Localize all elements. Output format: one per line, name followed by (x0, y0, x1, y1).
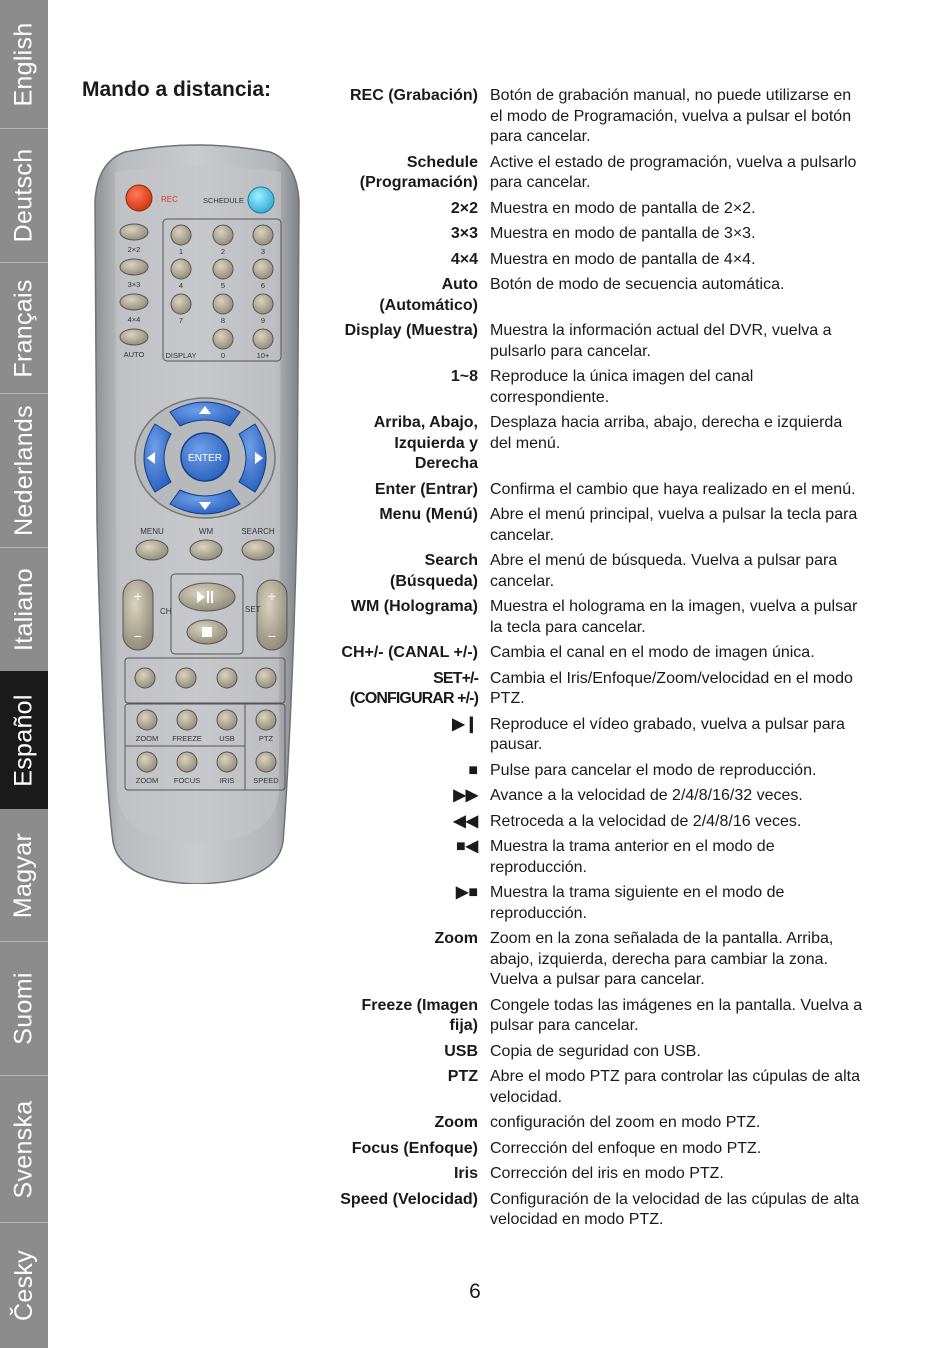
button-description: Reproduce el vídeo grabado, vuelva a pulsar para pausar. (490, 715, 845, 753)
button-term: ◀◀ (453, 812, 478, 830)
svg-text:0: 0 (220, 351, 226, 360)
button-term: 3×3 (450, 225, 478, 242)
button-term: ▶■ (456, 884, 478, 901)
svg-text:8: 8 (220, 316, 226, 325)
description-row (340, 153, 865, 194)
svg-text:7: 7 (178, 316, 184, 325)
lang-tab-francais[interactable]: Français (0, 263, 48, 393)
button-description: configuración del zoom en modo PTZ. (490, 1114, 761, 1131)
svg-text:USB: USB (219, 734, 235, 743)
description-row (340, 275, 865, 316)
description-row (340, 480, 865, 501)
svg-text:SEARCH: SEARCH (241, 527, 275, 536)
button-description: Congele todas las imágenes en la pantalla. Vuelva a pulsar para cancelar. (490, 996, 863, 1034)
remote-side-button (120, 224, 148, 240)
description-row (340, 812, 865, 833)
lang-tab-suomi[interactable]: Suomi (0, 942, 48, 1075)
remote-side-button (120, 329, 148, 345)
remote-ptz-button (256, 752, 276, 772)
description-row (340, 929, 865, 991)
svg-text:MENU: MENU (140, 527, 164, 536)
svg-text:10+: 10+ (256, 351, 270, 360)
lang-tab-nederlands[interactable]: Nederlands (0, 394, 48, 547)
button-description: Muestra en modo de pantalla de 4×4. (490, 250, 756, 268)
description-row (340, 643, 865, 664)
description-row (340, 715, 865, 756)
remote-digit-button (171, 225, 191, 245)
language-sidebar (0, 0, 48, 1348)
button-description: Muestra el holograma en la imagen, vuelva a pulsar la tecla para cancelar. (490, 598, 858, 636)
svg-text:REC: REC (161, 195, 178, 204)
button-term: Enter (Entrar) (374, 480, 478, 498)
button-term: Focus (Enfoque) (351, 1139, 478, 1157)
lang-tab-svenska[interactable]: Svenska (0, 1076, 48, 1222)
svg-text:3: 3 (260, 247, 266, 256)
description-row (340, 224, 865, 245)
button-description: Corrección del enfoque en modo PTZ. (490, 1139, 762, 1157)
button-description: Muestra en modo de pantalla de 3×3. (490, 225, 756, 242)
remote-digit-button (171, 259, 191, 279)
svg-text:5: 5 (220, 281, 226, 290)
button-term: 1~8 (450, 368, 478, 385)
remote-digit-button (171, 294, 191, 314)
description-row (340, 367, 865, 408)
svg-text:ZOOM: ZOOM (135, 776, 159, 785)
svg-text:2: 2 (220, 247, 226, 256)
remote-transport-button (176, 668, 196, 688)
remote-ptz-button (137, 752, 157, 772)
svg-text:ZOOM: ZOOM (135, 734, 159, 743)
svg-text:3×3: 3×3 (127, 280, 141, 289)
button-term: Iris (453, 1165, 478, 1182)
page-title: Mando a distancia: (82, 78, 272, 101)
svg-text:6: 6 (260, 281, 266, 290)
button-description: Retroceda a la velocidad de 2/4/8/16 veces. (490, 812, 802, 830)
button-term: WM (Holograma) (350, 598, 478, 615)
svg-text:DISPLAY: DISPLAY (165, 351, 197, 360)
svg-text:WM: WM (198, 527, 214, 536)
remote-digit-button (253, 329, 273, 349)
svg-text:ENTER: ENTER (188, 453, 222, 464)
lang-tab-italiano[interactable]: Italiano (0, 548, 48, 671)
description-row (340, 996, 865, 1037)
button-term: SET+/- (CONFIGURAR +/-) (349, 669, 478, 707)
svg-text:FOCUS: FOCUS (173, 776, 201, 785)
button-term: Freeze (Imagen fija) (361, 996, 478, 1034)
button-term: USB (444, 1042, 478, 1060)
svg-text:1: 1 (178, 247, 184, 256)
button-description: Abre el menú de búsqueda. Vuelva a pulsar para cancelar. (490, 552, 838, 590)
button-description: Zoom en la zona señalada de la pantalla. Arriba, abajo, izquierda, derecha para cambiar la zona. Vuelva a pulsar para cancelar. (490, 930, 834, 988)
button-description: Cambia el canal en el modo de imagen única. (490, 644, 815, 661)
button-description: Muestra la trama siguiente en el modo de reproducción. (490, 884, 785, 922)
remote-digit-button (213, 329, 233, 349)
button-term: REC (Grabación) (349, 87, 478, 104)
button-term: ▶❙ (452, 715, 478, 733)
svg-text:SPEED: SPEED (253, 776, 279, 785)
remote-side-button (120, 294, 148, 310)
remote-transport-button (256, 668, 276, 688)
description-row (340, 413, 865, 475)
button-description: Botón de grabación manual, no puede utilizarse en el modo de Programación, vuelva a pulsar el botón para cancelar. (490, 87, 852, 145)
button-description: Pulse para cancelar el modo de reproducción. (490, 761, 817, 779)
button-description: Abre el modo PTZ para controlar las cúpulas de alta velocidad. (490, 1068, 860, 1106)
button-term: Schedule (Programación) (359, 153, 478, 191)
button-description: Corrección del iris en modo PTZ. (490, 1165, 724, 1182)
button-description: Reproduce la única imagen del canal correspondiente. (490, 368, 754, 406)
button-term: 2×2 (450, 199, 478, 217)
remote-ptz-button (137, 710, 157, 730)
button-description: Cambia el Iris/Enfoque/Zoom/velocidad en el modo PTZ. (490, 669, 853, 707)
svg-text:SCHEDULE: SCHEDULE (203, 196, 244, 205)
lang-tab-magyar[interactable]: Magyar (0, 809, 48, 941)
description-row (340, 1067, 865, 1108)
button-term: 4×4 (450, 250, 478, 268)
button-term: Arriba, Abajo, Izquierda y Derecha (373, 414, 478, 472)
button-term: Menu (Menú) (379, 506, 478, 523)
lang-tab-espanol[interactable]: Español (0, 671, 48, 809)
lang-tab-deutsch[interactable]: Deutsch (0, 129, 48, 262)
remote-control-image (85, 142, 310, 884)
description-row (340, 199, 865, 220)
description-row (340, 837, 865, 878)
description-row (340, 761, 865, 782)
svg-text:IRIS: IRIS (219, 776, 235, 785)
description-row (340, 86, 865, 148)
remote-transport-button (217, 668, 237, 688)
description-row (340, 551, 865, 592)
remote-ptz-button (217, 710, 237, 730)
button-description: Abre el menú principal, vuelva a pulsar la tecla para cancelar. (490, 506, 858, 544)
remote-transport-button (135, 668, 155, 688)
button-description: Botón de modo de secuencia automática. (490, 276, 785, 293)
button-description: Muestra la trama anterior en el modo de reproducción. (490, 838, 775, 876)
description-row (340, 1042, 865, 1063)
button-description: Desplaza hacia arriba, abajo, derecha e izquierda del menú. (490, 414, 843, 452)
button-description: Muestra en modo de pantalla de 2×2. (490, 199, 756, 217)
button-description: Configuración de la velocidad de las cúpulas de alta velocidad en modo PTZ. (490, 1190, 860, 1228)
button-description: Confirma el cambio que haya realizado en el menú. (490, 480, 856, 498)
svg-text:9: 9 (260, 316, 266, 325)
page-number: 6 (469, 1280, 481, 1303)
description-row (340, 883, 865, 924)
description-row (340, 669, 865, 710)
svg-text:CH: CH (160, 607, 172, 616)
lang-tab-english[interactable]: English (0, 0, 48, 128)
description-row (340, 1139, 865, 1160)
description-row (340, 250, 865, 271)
remote-digit-button (253, 225, 273, 245)
remote-digit-button (213, 294, 233, 314)
button-description: Avance a la velocidad de 2/4/8/16/32 veces. (490, 787, 803, 804)
description-row (340, 505, 865, 546)
button-term: Display (Muestra) (344, 322, 478, 339)
button-description: Copia de seguridad con USB. (490, 1042, 701, 1060)
button-description: Active el estado de programación, vuelva a pulsarlo para cancelar. (490, 153, 857, 191)
description-row (340, 1113, 865, 1134)
remote-side-button (120, 259, 148, 275)
button-term: CH+/- (CANAL +/-) (341, 644, 478, 661)
remote-ptz-button (177, 710, 197, 730)
remote-digit-button (253, 294, 273, 314)
button-term: Auto (Automático) (379, 276, 478, 314)
remote-ptz-button (217, 752, 237, 772)
svg-text:−: − (267, 628, 277, 644)
button-term: Zoom (434, 930, 478, 947)
svg-text:+: + (267, 588, 277, 604)
svg-text:SET: SET (245, 605, 261, 614)
remote-ptz-button (256, 710, 276, 730)
remote-digit-button (253, 259, 273, 279)
remote-ptz-button (177, 752, 197, 772)
lang-tab-cesky[interactable]: Česky (0, 1223, 48, 1348)
svg-text:AUTO: AUTO (123, 350, 145, 359)
description-row (340, 1190, 865, 1231)
button-term: Zoom (434, 1114, 478, 1131)
svg-text:4: 4 (178, 281, 184, 290)
button-description-list (340, 86, 865, 1236)
button-term: Speed (Velocidad) (340, 1190, 478, 1208)
remote-digit-button (213, 259, 233, 279)
svg-text:2×2: 2×2 (127, 245, 141, 254)
svg-text:−: − (133, 628, 143, 644)
button-term: PTZ (447, 1068, 478, 1085)
svg-text:+: + (133, 588, 143, 604)
remote-digit-button (213, 225, 233, 245)
description-row (340, 786, 865, 807)
button-description: Muestra la información actual del DVR, vuelva a pulsarlo para cancelar. (490, 322, 832, 360)
button-term: Search (Búsqueda) (390, 552, 478, 590)
button-term: ■◀ (456, 838, 478, 855)
svg-text:4×4: 4×4 (127, 315, 141, 324)
button-term: ▶▶ (453, 787, 478, 804)
button-term: ■ (468, 761, 478, 779)
description-row (340, 597, 865, 638)
description-row (340, 321, 865, 362)
svg-text:FREEZE: FREEZE (172, 734, 202, 743)
description-row (340, 1164, 865, 1185)
svg-text:PTZ: PTZ (258, 734, 274, 743)
